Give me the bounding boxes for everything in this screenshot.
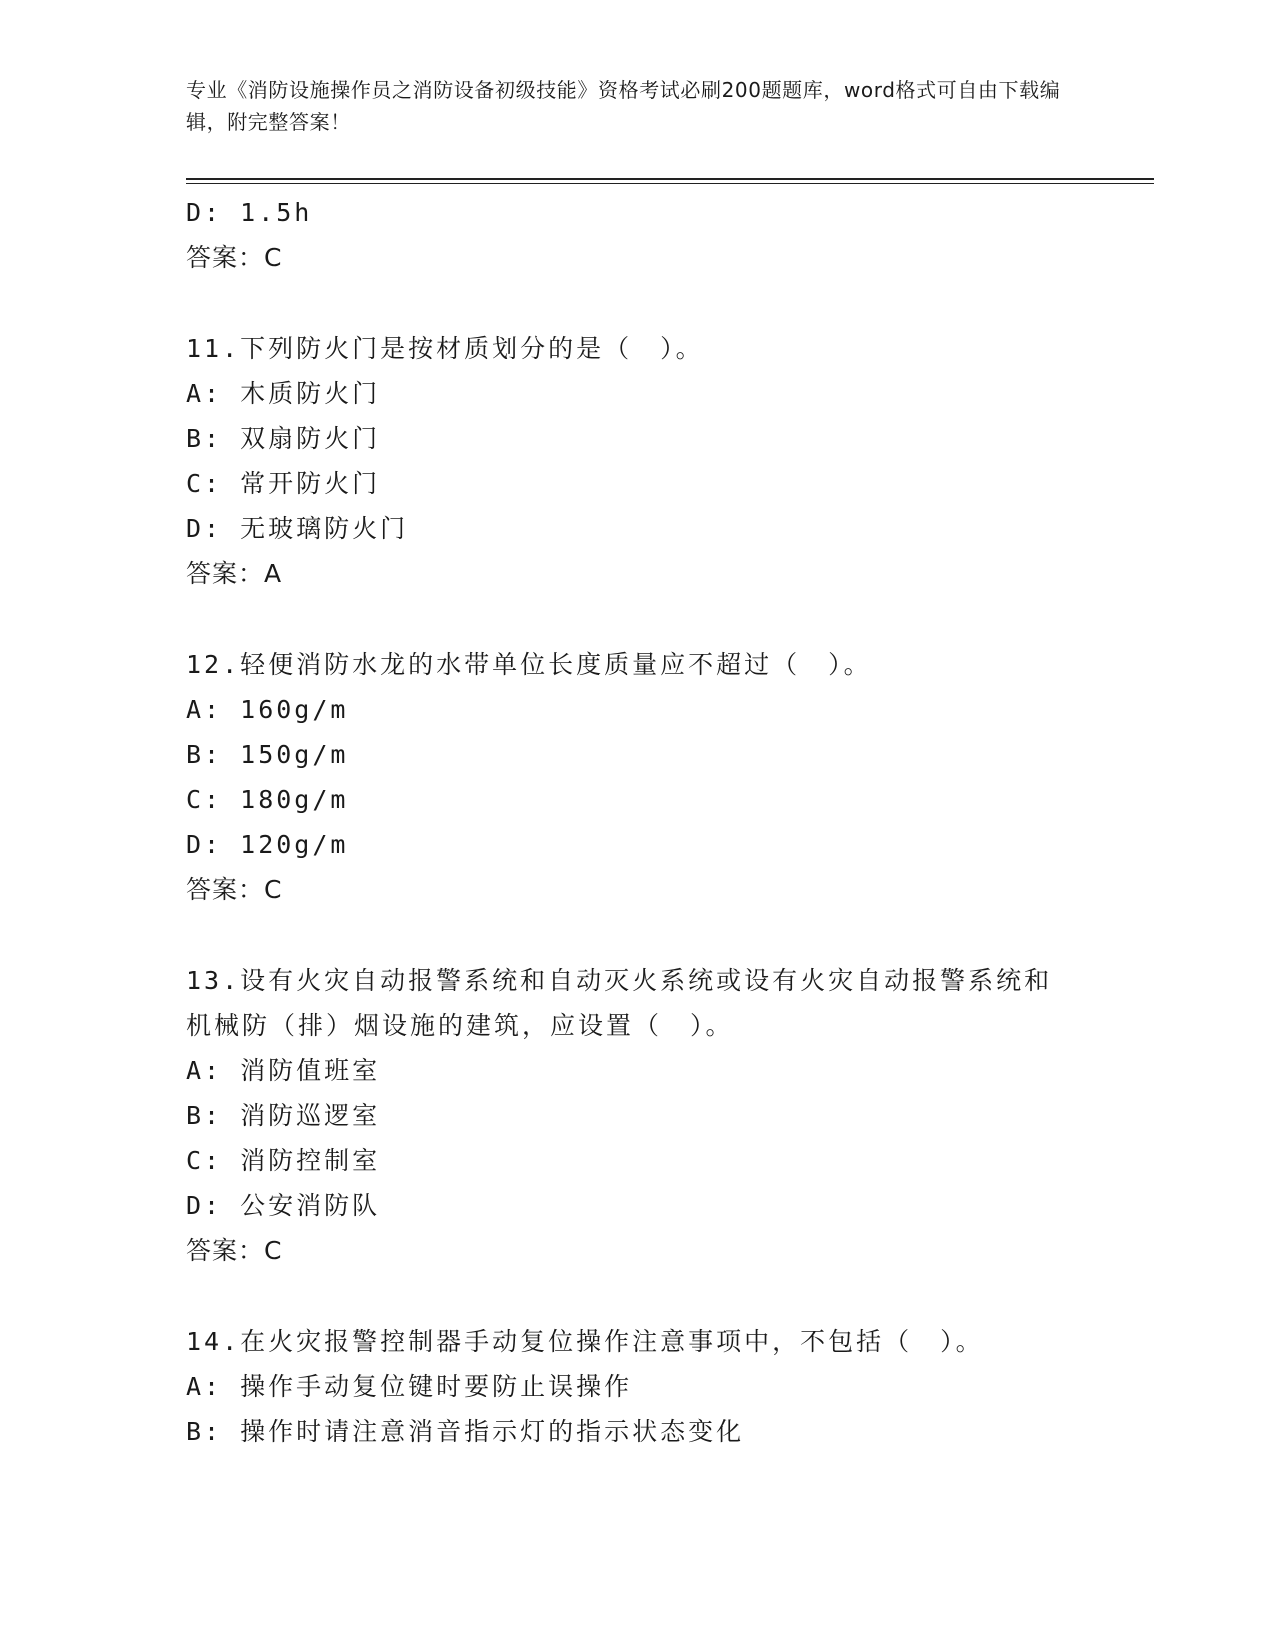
q12-option-a: A: 160g/m <box>186 695 349 724</box>
header-rule-thin <box>186 183 1154 184</box>
q12-option-b: B: 150g/m <box>186 740 349 769</box>
q11-option-c: C: 常开防火门 <box>186 469 381 498</box>
q14-option-b: B: 操作时请注意消音指示灯的指示状态变化 <box>186 1417 745 1446</box>
question-list <box>186 190 1154 1454</box>
q12-question: 12.轻便消防水龙的水带单位长度质量应不超过（ ）。 <box>186 650 872 679</box>
q11-option-a: A: 木质防火门 <box>186 379 381 408</box>
q13-option-b: B: 消防巡逻室 <box>186 1101 381 1130</box>
q13-question-line2: 机械防（排）烟设施的建筑，应设置（ ）。 <box>186 1011 734 1040</box>
q13-question-line1: 13.设有火灾自动报警系统和自动灭火系统或设有火灾自动报警系统和 <box>186 966 1053 995</box>
q11-option-d: D: 无玻璃防火门 <box>186 514 409 543</box>
q13-option-c: C: 消防控制室 <box>186 1146 381 1175</box>
header-rule-thick <box>186 178 1154 180</box>
q14-option-a: A: 操作手动复位键时要防止误操作 <box>186 1372 633 1401</box>
q13-option-a: A: 消防值班室 <box>186 1056 381 1085</box>
q13-option-d: D: 公安消防队 <box>186 1191 381 1220</box>
q13-answer: 答案：C <box>186 1236 283 1265</box>
q12-option-d: D: 120g/m <box>186 830 349 859</box>
q11-answer: 答案：A <box>186 559 283 588</box>
q12-answer: 答案：C <box>186 875 283 904</box>
prev-option-d: D: 1.5h <box>186 198 313 227</box>
q11-option-b: B: 双扇防火门 <box>186 424 381 453</box>
q11-question: 11.下列防火门是按材质划分的是（ ）。 <box>186 334 704 363</box>
q12-option-c: C: 180g/m <box>186 785 349 814</box>
prev-answer: 答案：C <box>186 243 283 272</box>
q14-question: 14.在火灾报警控制器手动复位操作注意事项中，不包括（ ）。 <box>186 1327 984 1356</box>
document-header: 专业《消防设施操作员之消防设备初级技能》资格考试必刷200题题库，word格式可自由下载编辑，附完整答案！ <box>186 78 1061 134</box>
